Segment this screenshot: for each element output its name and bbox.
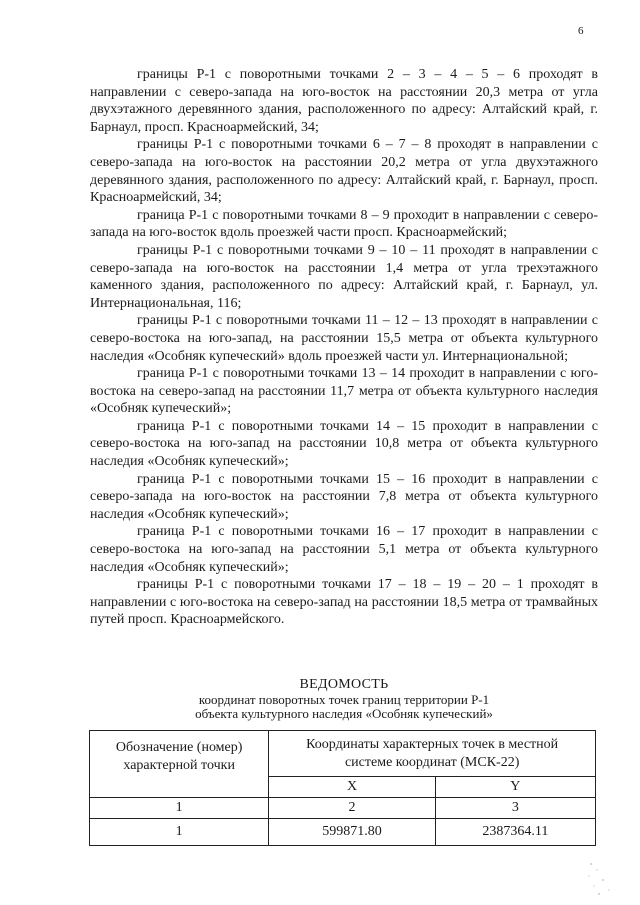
statement-title: ВЕДОМОСТЬ: [299, 677, 389, 692]
header-coordinates: Координаты характерных точек в местной системе координат (МСК-22): [269, 731, 596, 777]
paragraph-boundary-8-9: граница Р-1 с поворотными точками 8 – 9 проходит в направлении с северо-запада на юго-восток вдоль проезжей части просп. Красноармейский;: [90, 207, 598, 241]
index-cell-1: 1: [90, 798, 269, 819]
boundary-description: [90, 66, 598, 629]
paragraph-boundary-15-16: граница Р-1 с поворотными точками 15 – 16 проходит в направлении с северо-запада на юго-восток на расстоянии 7,8 метра от объекта культурного наследия «Особняк купеческий»;: [90, 471, 598, 522]
table-header-row: [90, 731, 596, 777]
point-number-cell: 1: [90, 819, 269, 846]
paragraph-boundary-6-8: границы Р-1 с поворотными точками 6 – 7 – 8 проходят в направлении с северо-запада на юго-восток на расстоянии 20,2 метра от угла двухэтажного деревянного здания, расположенного по адресу: Алтайский край, г. Барнаул, просп. Красноармейский, 34;: [90, 137, 598, 206]
y-coordinate-cell: 2387364.11: [435, 819, 595, 846]
statement-subtitle-line2: объекта культурного наследия «Особняк купеческий»: [195, 705, 493, 721]
table-row: [90, 819, 596, 846]
header-y: Y: [435, 777, 595, 798]
page-number: 6: [578, 25, 584, 37]
paragraph-boundary-16-17: граница Р-1 с поворотными точками 16 – 17 проходит в направлении с северо-востока на юго-запад на расстоянии 5,1 метра от объекта культурного наследия «Особняк купеческий»;: [90, 524, 598, 575]
paragraph-boundary-13-14: граница Р-1 с поворотными точками 13 – 14 проходит в направлении с юго-востока на северо-запад на расстоянии 11,7 метра от объекта культурного наследия «Особняк купеческий»;: [90, 366, 598, 417]
paragraph-boundary-2-6: границы Р-1 с поворотными точками 2 – 3 – 4 – 5 – 6 проходят в направлении с северо-запада на юго-восток на расстоянии 20,3 метра от угла двухэтажного деревянного здания, расположенного по адресу: Алтайский край, г. Барнаул, просп. Красноармейский, 34;: [90, 67, 598, 135]
index-cell-2: 2: [269, 798, 435, 819]
table-index-row: [90, 798, 596, 819]
paragraph-boundary-9-11: границы Р-1 с поворотными точками 9 – 10 – 11 проходят в направлении с северо-запада на юго-восток на расстоянии 1,4 метра от угла трехэтажного каменного здания, расположенного по адресу: Алтайский край, г. Барнаул, ул. Интернациональная, 116;: [90, 242, 598, 311]
paragraph-boundary-14-15: граница Р-1 с поворотными точками 14 – 15 проходит в направлении с северо-востока на юго-запад на расстоянии 10,8 метра от объекта культурного наследия «Особняк купеческий»;: [90, 418, 598, 470]
paragraph-boundary-17-1: границы Р-1 с поворотными точками 17 – 18 – 19 – 20 – 1 проходят в направлении с юго-востока на северо-запад на расстоянии 18,5 метра от трамвайных путей просп. Красноармейского.: [90, 577, 598, 628]
paragraph-boundary-11-13: границы Р-1 с поворотными точками 11 – 12 – 13 проходят в направлении с северо-востока на юго-запад, на расстоянии 15,5 метра от объекта культурного наследия «Особняк купеческий» вдоль проезжей части ул. Интернациональной;: [90, 313, 598, 364]
statement-heading: [90, 677, 598, 720]
header-point-designation: Обозначение (номер) характерной точки: [90, 731, 269, 798]
coordinates-table: [89, 730, 596, 846]
scan-artifact-dots: [585, 860, 625, 900]
header-x: X: [269, 777, 435, 798]
x-coordinate-cell: 599871.80: [269, 819, 435, 846]
statement-subtitle-line1: координат поворотных точек границ территории Р-1: [198, 692, 490, 707]
index-cell-3: 3: [435, 798, 595, 819]
